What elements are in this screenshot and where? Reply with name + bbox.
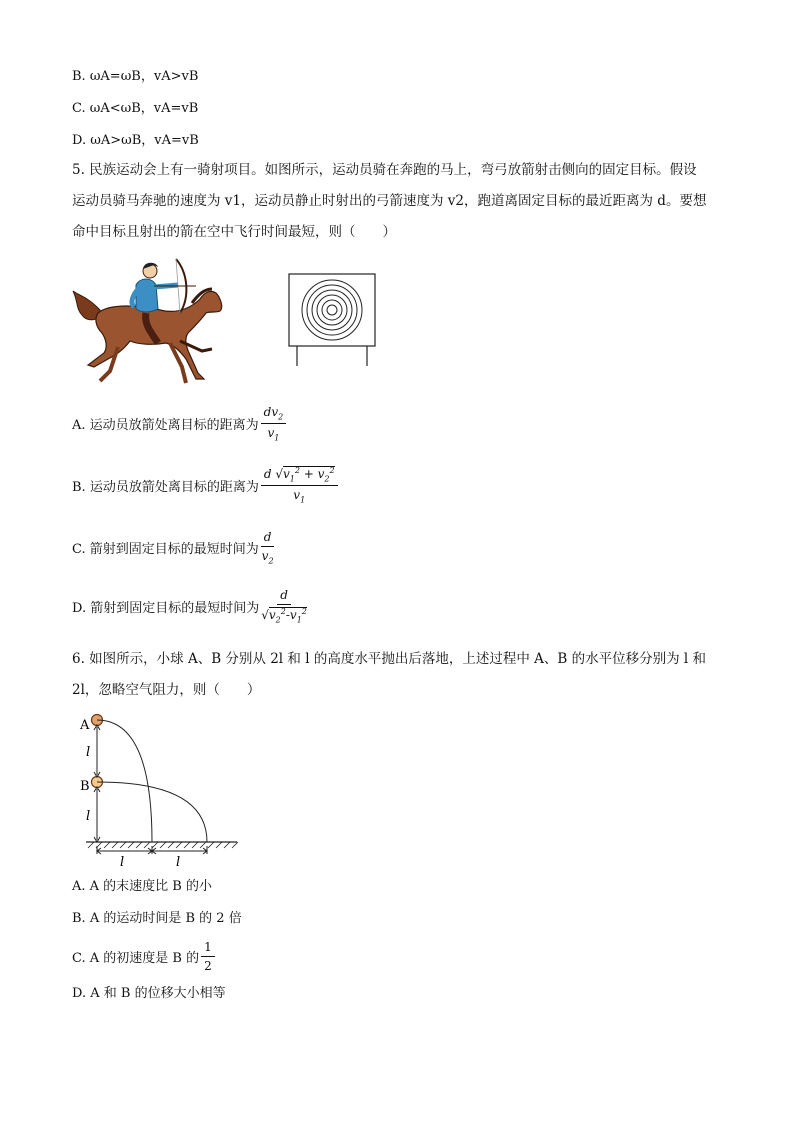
distance-label-left: l [120,855,125,870]
q6-option-b: B. A 的运动时间是 B 的 2 倍 [72,911,242,926]
q5-line-3: 命中目标且射出的箭在空中飞行时间最短，则（ ） [72,224,396,240]
height-label-upper: l [86,745,91,760]
q6-option-c-text: C. A 的初速度是 B 的 [72,951,200,966]
q6-stem [72,644,724,706]
option-d-prev: D. ωA>ωB，vA=vB [72,133,199,148]
q5-option-a-formula: $\frac{dv_2}{v_1}$ [261,405,287,443]
projectile-diagram [72,710,242,870]
q5-option-a [72,405,286,443]
q5-option-c-formula: $\frac{d}{v_2}$ [261,530,274,566]
q5-option-c [72,530,274,565]
q6-line-1: 6. 如图所示，小球 A、B 分别从 2l 和 l 的高度水平抛出后落地，上述过程中 A、B 的水平位移分别为 l 和 [72,651,706,667]
q6-option-c-formula: $\frac{1}{2}$ [201,940,215,973]
horse-archer-illustration [70,255,230,390]
q5-line-1: 5. 民族运动会上有一骑射项目。如图所示，运动员骑在奔跑的马上，弯弓放箭射击侧向的固定目标。假设 [72,162,697,178]
q5-option-b-text: B. 运动员放箭处离目标的距离为 [72,479,259,495]
q5-line-2: 运动员骑马奔驰的速度为 v1，运动员静止时射出的弓箭速度为 v2，跑道离固定目标的最近距离为 d。要想 [72,193,707,209]
ball-b-label: B [80,779,90,794]
target-illustration [285,272,380,367]
q5-option-d-text: D. 箭射到固定目标的最短时间为 [72,600,260,616]
trajectory-a [97,720,152,842]
q6-option-d: D. A 和 B 的位移大小相等 [72,986,226,1001]
q5-option-c-text: C. 箭射到固定目标的最短时间为 [72,542,259,558]
height-label-lower: l [86,809,91,824]
q5-stem [72,155,724,248]
ball-a-label: A [80,718,90,733]
q5-option-a-text: A. 运动员放箭处离目标的距离为 [72,418,259,434]
option-b-prev: B. ωA=ωB，vA>vB [72,69,199,84]
q5-option-d [72,588,307,624]
q5-option-d-formula: $\frac{d}{√v_2^2-v_1^2}$ [261,588,307,625]
q6-line-2: 2l，忽略空气阻力，则（ ） [72,682,261,698]
q6-option-c [72,940,215,973]
q5-option-b [72,466,338,505]
option-c-prev: C. ωA<ωB，vA=vB [72,101,199,116]
q6-option-a: A. A 的末速度比 B 的小 [72,879,212,894]
q5-option-b-formula: $\frac{d √v_1^2 + v_2^2}{v_1}$ [261,466,338,505]
distance-label-right: l [176,855,181,870]
